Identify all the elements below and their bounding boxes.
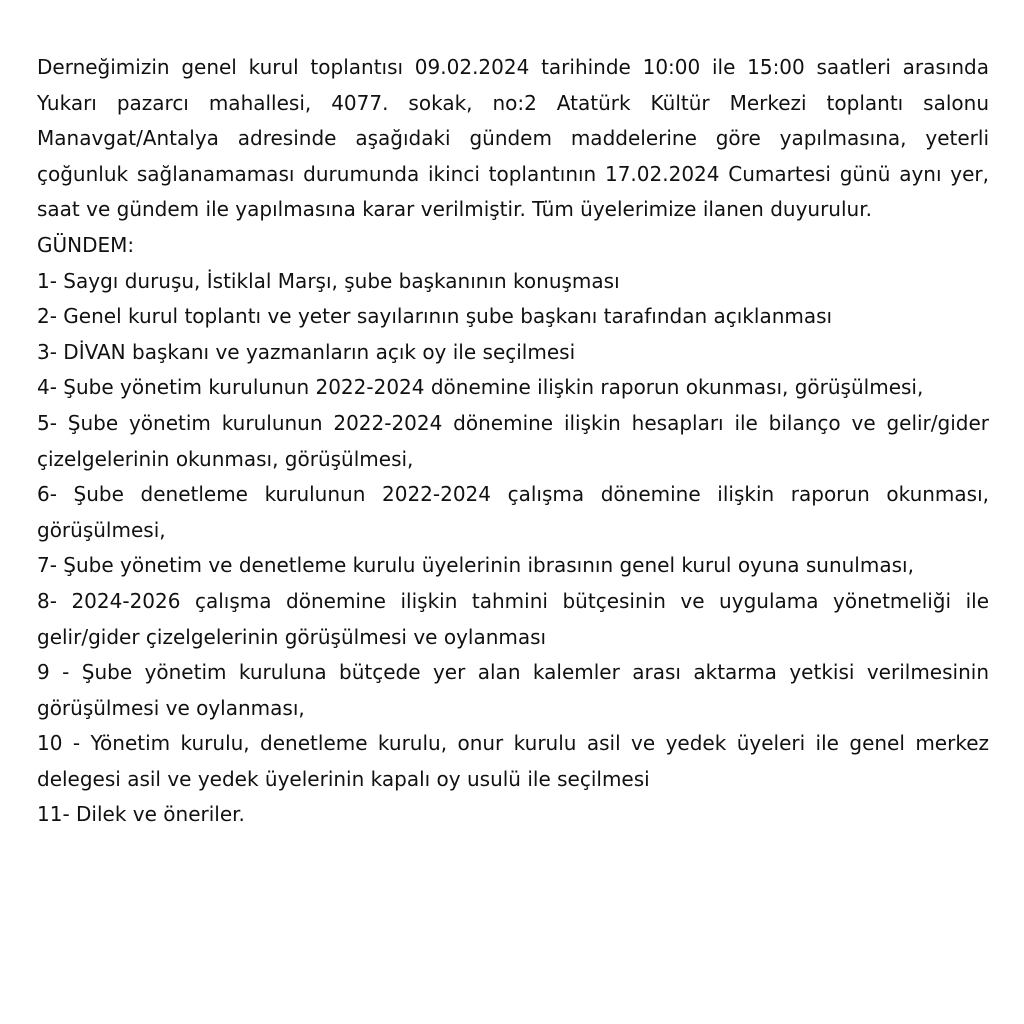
agenda-item-9: 9 - Şube yönetim kuruluna bütçede yer alan kalemler arası aktarma yetkisi verilmesinin görüşülmesi ve oylanması,: [37, 660, 989, 720]
agenda-item-3: 3- DİVAN başkanı ve yazmanların açık oy ile seçilmesi: [37, 339, 576, 364]
agenda-item-1: 1- Saygı duruşu, İstiklal Marşı, şube başkanının konuşması: [37, 268, 620, 293]
agenda-list: [37, 264, 989, 834]
agenda-item-6: 6- Şube denetleme kurulunun 2022-2024 çalışma dönemine ilişkin raporun okunması, görüşülmesi,: [37, 482, 989, 542]
agenda-item-5: 5- Şube yönetim kurulunun 2022-2024 dönemine ilişkin hesapları ile bilanço ve gelir/gider çizelgelerinin okunması, görüşülmesi,: [37, 410, 989, 471]
agenda-item-10: 10 - Yönetim kurulu, denetleme kurulu, onur kurulu asil ve yedek üyeleri ile genel merkez delegesi asil ve yedek üyelerinin kapalı oy usulü ile seçilmesi: [37, 731, 989, 791]
agenda-item-7: 7- Şube yönetim ve denetleme kurulu üyelerinin ibrasının genel kurul oyuna sunulması,: [37, 553, 914, 578]
agenda-item-8: 8- 2024-2026 çalışma dönemine ilişkin tahmini bütçesinin ve uygulama yönetmeliği ile gelir/gider çizelgelerinin görüşülmesi ve oylanması: [37, 588, 989, 649]
agenda-item-2: 2- Genel kurul toplantı ve yeter sayılarının şube başkanı tarafından açıklanması: [37, 304, 833, 329]
agenda-item-4: 4- Şube yönetim kurulunun 2022-2024 dönemine ilişkin raporun okunması, görüşülmesi,: [37, 375, 924, 400]
agenda-item-11: 11- Dilek ve öneriler.: [37, 802, 245, 827]
intro-paragraph: Derneğimizin genel kurul toplantısı 09.02.2024 tarihinde 10:00 ile 15:00 saatleri arasında Yukarı pazarcı mahallesi, 4077. sokak, no:2 Atatürk Kültür Merkezi toplantı salonu Manavgat/Antalya adresinde aşağıdaki gündem maddelerine göre yapılmasına, yeterli çoğunluk sağlanamaması durumunda ikinci toplantının 17.02.2024 Cumartesi günü aynı yer, saat ve gündem ile yapılmasına karar verilmiştir. Tüm üyelerimize ilanen duyurulur.: [37, 55, 989, 222]
agenda-heading: GÜNDEM:: [37, 232, 135, 257]
announcement-document: [37, 50, 989, 833]
